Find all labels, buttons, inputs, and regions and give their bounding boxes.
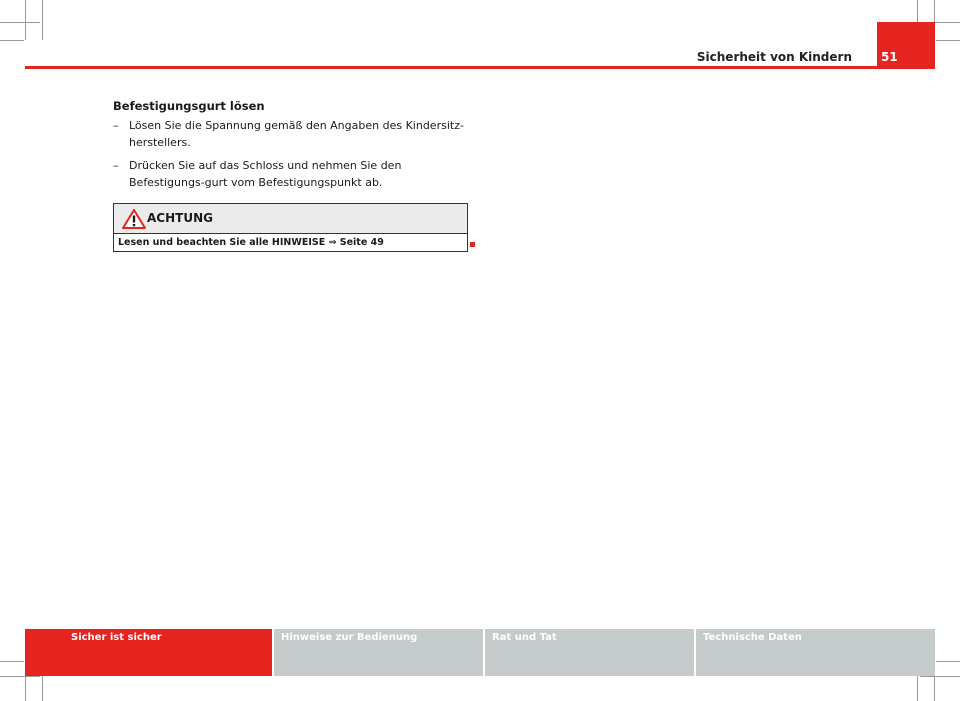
instruction-step	[113, 117, 473, 151]
header-rule	[25, 66, 935, 69]
footer-tab-hinweise[interactable]	[274, 629, 483, 676]
warning-body-link[interactable]: Lesen und beachten Sie alle HINWEISE ⇒ Seite 49	[118, 237, 384, 248]
warning-box	[113, 203, 468, 252]
crop-mark	[42, 0, 43, 40]
crop-mark	[25, 0, 26, 40]
page-header-title: Sicherheit von Kindern	[696, 50, 852, 64]
footer-tab-label: Rat und Tat	[492, 632, 557, 643]
warning-title: ACHTUNG	[147, 211, 213, 225]
step-text: Drücken Sie auf das Schloss und nehmen Sie den Befestigungs-gurt vom Befestigungspunkt ab.	[129, 159, 402, 189]
footer-tab-label: Sicher ist sicher	[71, 632, 162, 643]
footer-tab-label: Technische Daten	[703, 632, 802, 643]
footer-tab-sicher-ist-sicher[interactable]	[25, 629, 272, 676]
warning-header	[114, 204, 467, 234]
footer-tab-label: Hinweise zur Bedienung	[281, 632, 418, 643]
page-number: 51	[881, 50, 898, 64]
footer-nav	[25, 629, 935, 676]
footer-tab-technische-daten[interactable]	[696, 629, 935, 676]
step-dash: –	[113, 119, 119, 132]
crop-mark	[0, 40, 24, 41]
crop-mark	[936, 40, 960, 41]
step-text: Lösen Sie die Spannung gemäß den Angaben des Kindersitz-herstellers.	[129, 119, 464, 149]
warning-triangle-icon	[122, 209, 146, 229]
instruction-step	[113, 157, 473, 191]
crop-mark	[936, 661, 960, 662]
crop-mark	[0, 676, 40, 677]
crop-mark	[0, 22, 40, 23]
section-end-marker	[470, 242, 475, 247]
crop-mark	[920, 676, 960, 677]
footer-tab-rat-und-tat[interactable]	[485, 629, 694, 676]
crop-mark	[0, 661, 24, 662]
step-dash: –	[113, 159, 119, 172]
section-heading: Befestigungsgurt lösen	[113, 99, 265, 113]
